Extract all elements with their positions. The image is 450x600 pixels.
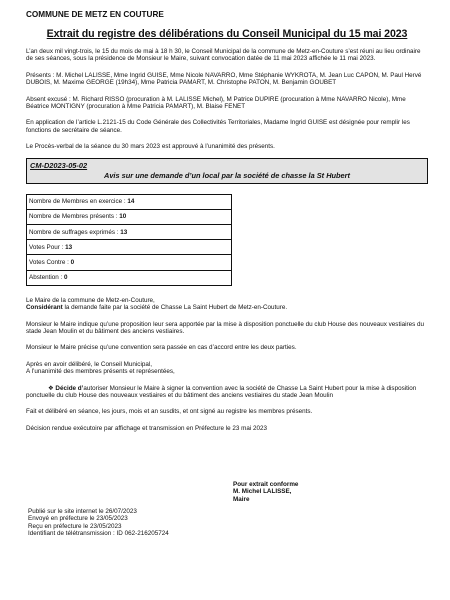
table-row — [27, 225, 232, 240]
vote-cell — [27, 209, 232, 224]
considerant-label: Considérant — [26, 304, 63, 312]
vote-value: 13 — [65, 243, 73, 251]
vote-value: 10 — [119, 213, 127, 221]
vote-label: Nombre de suffrages exprimés : — [29, 228, 119, 236]
vote-label: Votes Pour : — [29, 243, 64, 251]
deliberation-header — [26, 158, 428, 184]
vote-value: 0 — [64, 274, 68, 282]
vote-label: Abstention : — [29, 274, 63, 282]
vote-cell — [27, 255, 232, 270]
vote-label: Votes Contre : — [29, 259, 69, 266]
publication-line: Envoyé en préfecture le 23/05/2023 — [28, 515, 128, 523]
publication-block — [28, 508, 169, 538]
publication-line: Reçu en préfecture le 23/05/2023 — [28, 522, 122, 530]
table-row — [27, 194, 232, 209]
table-row — [27, 255, 232, 270]
signature-block — [233, 481, 383, 503]
signature-line-2: M. Michel LALISSE, — [233, 488, 292, 496]
document-title: Extrait du registre des délibérations du Conseil Municipal du 15 mai 2023 — [46, 28, 408, 40]
fait-paragraph: Fait et délibéré en séance, les jours, mois et an susdits, et ont signé au registre les membres présents. — [26, 408, 313, 416]
absents-paragraph: Absent excusé : M. Richard RISSO (procuration à M. LALISSE Michel), M Patrice DUPIRE (procuration à Mme NAVARRO Nicole), Mme Béatrice MONTIGNY (procuration à Mme Patricia PAMART), M. Blaise FENET — [26, 95, 406, 111]
vote-cell — [27, 194, 232, 209]
decide-text: autoriser Monsieur le Maire à signer la convention avec la société de Chasse La Saint Hubert pour la mise à disposition ponctuelle du club House des nouveaux vestiaires et du bâtiment des anciens vestiaires du stade Jean Moulin — [26, 384, 417, 400]
vote-cell — [27, 225, 232, 240]
decide-paragraph — [26, 385, 428, 400]
signature-line-1: Pour extrait conforme — [233, 481, 299, 488]
deliberation-line-1: Après en avoir délibéré, le Conseil Municipal, — [26, 360, 153, 368]
table-row — [27, 209, 232, 224]
publication-line: Identifiant de télétransmission : ID 062-216205724 — [28, 530, 169, 538]
approval-paragraph: Le Procès-verbal de la séance du 30 mars 2023 est approuvé à l’unanimité des présents. — [26, 143, 275, 151]
intro-paragraph: L’an deux mil vingt-trois, le 15 du mois de mai à 18 h 30, le Conseil Municipal de la commune de Metz-en-Couture s’est réuni au lieu ordinaire de ses séances, sous la présidence de Monsieur le Maire, suivant convocation datée de 11 mai 2023 affichée le 11 mai 2023. — [26, 48, 421, 63]
vote-label: Nombre de Membres présents : — [29, 213, 118, 221]
deliberation-code: CM-D2023-05-02 — [30, 160, 88, 170]
proposition-paragraph: Monsieur le Maire indique qu’une proposition leur sera apportée par la mise à disposition ponctuelle du club House des nouveaux vestiaires du stade Jean Moulin et du bâtiment des anciens vestiaires. — [26, 320, 424, 335]
vote-value: 14 — [127, 198, 135, 206]
vote-cell — [27, 270, 232, 285]
convention-paragraph: Monsieur le Maire précise qu’une convention sera passée en cas d’accord entre les deux parties. — [26, 344, 297, 352]
decide-label: Décide d’ — [55, 384, 84, 392]
maire-line: Le Maire de la commune de Metz-en-Couture, — [26, 296, 155, 304]
table-row — [27, 240, 232, 255]
vote-label: Nombre de Membres en exercice : — [29, 198, 126, 206]
executoire-paragraph: Décision rendue exécutoire par affichage et transmission en Préfecture le 23 mai 2023 — [26, 424, 268, 432]
votes-table — [26, 194, 232, 286]
presents-paragraph: Présents : M. Michel LALISSE, Mme Ingrid GUISE, Mme Nicole NAVARRO, Mme Stéphanie WYKROTA, M. Jean Luc CAPON, M. Paul Hervé DUBOIS, M. Maxime GEORGE (19h34), Mme Patricia PAMART, M. Christophe PATON, M. Benjamin GOUBET — [26, 71, 422, 87]
document-page — [26, 8, 428, 432]
commune-name: COMMUNE DE METZ EN COUTURE — [26, 10, 164, 19]
considerant-text: la demande faite par la société de Chasse La Saint Hubert de Metz-en-Couture. — [62, 304, 288, 312]
table-row — [27, 270, 232, 285]
publication-line: Publié sur le site internet le 26/07/2023 — [28, 508, 137, 515]
checkmark-icon: ❖ — [48, 384, 56, 392]
signature-line-3: Maire — [233, 495, 250, 503]
considerant-paragraph — [26, 304, 428, 311]
deliberation-line-2: A l’unanimité des membres présents et représentées, — [26, 368, 175, 376]
vote-value: 13 — [120, 228, 128, 236]
secretary-paragraph: En application de l’article L.2121-15 du Code Générale des Collectivités Territoriales, Madame Ingrid GUISE est désignée pour remplir les fonctions de secrétaire de séance. — [26, 119, 410, 134]
vote-value: 0 — [70, 259, 75, 266]
vote-cell — [27, 240, 232, 255]
deliberation-subject: Avis sur une demande d’un local par la société de chasse la St Hubert — [103, 170, 351, 180]
